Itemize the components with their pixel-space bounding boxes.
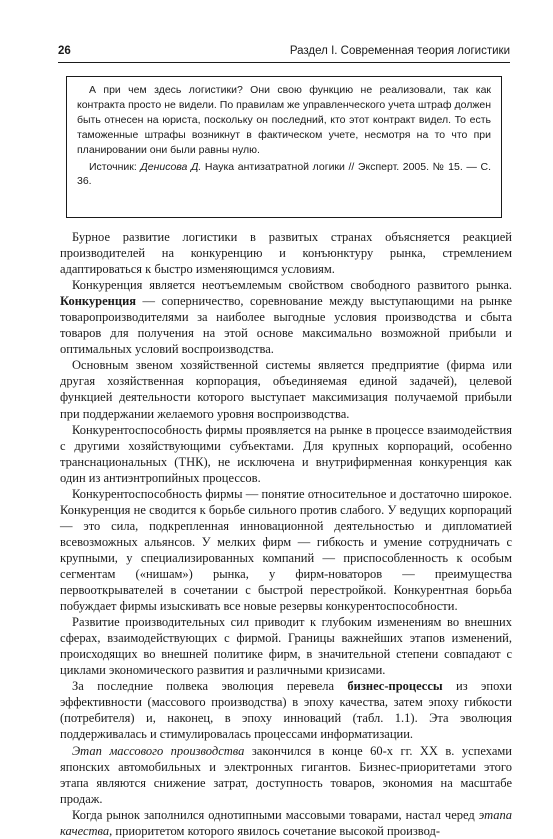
- term-business-processes: бизнес-процессы: [347, 679, 443, 694]
- paragraph-5: Конкурентоспособность фирмы — понятие относительное и достаточно широкое. Конкуренция не сводится к борьбе сильного против слабого. У ведущих корпораций — это сила, подкрепленная инновационной деятельностью и дипломатией всевозможных альянсов. У мелких фирм — гибкость и умение сотрудничать с крупными, у специализированных компаний — приспособленность к особым сегментам («нишам») рынка, у фирм-новаторов — преимущества первооткрывателей в сочетании с быстрой перестройкой. Конкурентная борьба побуждает фирмы изыскивать все новые резервы конкурентоспособности.: [60, 486, 512, 614]
- source-author: Денисова Д.: [140, 160, 202, 173]
- quote-source: [77, 160, 491, 190]
- paragraph-7-rest: из эпохи эффективности (массового производства) в эпоху качества, затем эпоху гибкости (потребителя) и, наконец, в эпоху инноваций (табл. 1.1). Эта эволюция поддерживалась и стимулировалась процессами информатизации.: [60, 679, 512, 742]
- main-text: [60, 229, 512, 839]
- running-head: Раздел I. Современная теория логистики: [289, 45, 510, 57]
- paragraph-7: [60, 678, 512, 742]
- paragraph-2: [60, 277, 512, 357]
- quote-paragraph: А при чем здесь логистики? Они свою функцию не реализовали, так как контракта просто не видели. По правилам же управленческого учета штраф должен быть отнесен на юриста, поскольку он последний, кто этот контракт видел. То есть таможенные штрафы возникнут в фактическом учете, несмотря на то что при планировании они были равны нулю.: [77, 84, 491, 156]
- paragraph-9: [60, 807, 512, 839]
- term-mass-production: Этап массового производства: [72, 743, 245, 758]
- source-citation: Наука антизатратной логики // Эксперт. 2005. № 15. — С. 36.: [77, 160, 491, 188]
- page-header: [58, 42, 510, 63]
- paragraph-8: [60, 743, 512, 807]
- source-label: Источник:: [89, 160, 141, 173]
- page-number: 26: [58, 45, 71, 57]
- paragraph-9-rest: , приоритетом которого явилось сочетание высокой производ-: [109, 823, 441, 838]
- paragraph-7-start: За последние полвека эволюция перевела: [72, 679, 348, 694]
- paragraph-1: Бурное развитие логистики в развитых странах объясняется реакцией производителей на конкуренцию и конъюнктуру рынка, стремлением адаптироваться к быстро изменяющимся условиям.: [60, 230, 512, 277]
- paragraph-2-rest: — соперничество, соревнование между выступающими на рынке товаропроизводителями за наиболее выгодные условия производства и сбыта товаров для получения на этой основе максимально возможной прибыли и оптимальных условий воспроизводства.: [60, 294, 512, 357]
- paragraph-9-start: Когда рынок заполнился однотипными массовыми товарами, настал черед: [72, 807, 479, 822]
- term-quality-stage: этапа качества: [60, 807, 512, 838]
- term-competition: Конкуренция: [60, 294, 137, 309]
- paragraph-4: Конкурентоспособность фирмы проявляется на рынке в процессе взаимодействия с другими хозяйствующими субъектами. Для крупных корпораций, особенно транснациональных (ТНК), не исключена и внутрифирменная конкуренция как один из антиэнтропийных процессов.: [60, 422, 512, 485]
- quote-box: [66, 76, 502, 218]
- paragraph-3: Основным звеном хозяйственной системы является предприятие (фирма или другая хозяйственная корпорация, объединяемая единой задачей), целевой функцией деятельности которого выступает максимизация получаемой прибыли при поддержании желаемого уровня воспроизводства.: [60, 358, 512, 421]
- paragraph-2-intro: Конкуренция является неотъемлемым свойством свободного развитого рынка.: [72, 278, 512, 293]
- paragraph-8-rest: закончился в конце 60-х гг. XX в. успехами японских автомобильных и электронных гигантов. Бизнес-приоритетами этого этапа являются снижение затрат, доступность товаров, экономия на масштабе продаж.: [60, 743, 512, 806]
- paragraph-6: Развитие производительных сил приводит к глубоким изменениям во внешних сферах, взаимодействующих с фирмой. Границы важнейших этапов изменений, происходящих во внешней политике фирм, в значительной степени совпадают с циклами экономического развития и различными кризисами.: [60, 615, 512, 678]
